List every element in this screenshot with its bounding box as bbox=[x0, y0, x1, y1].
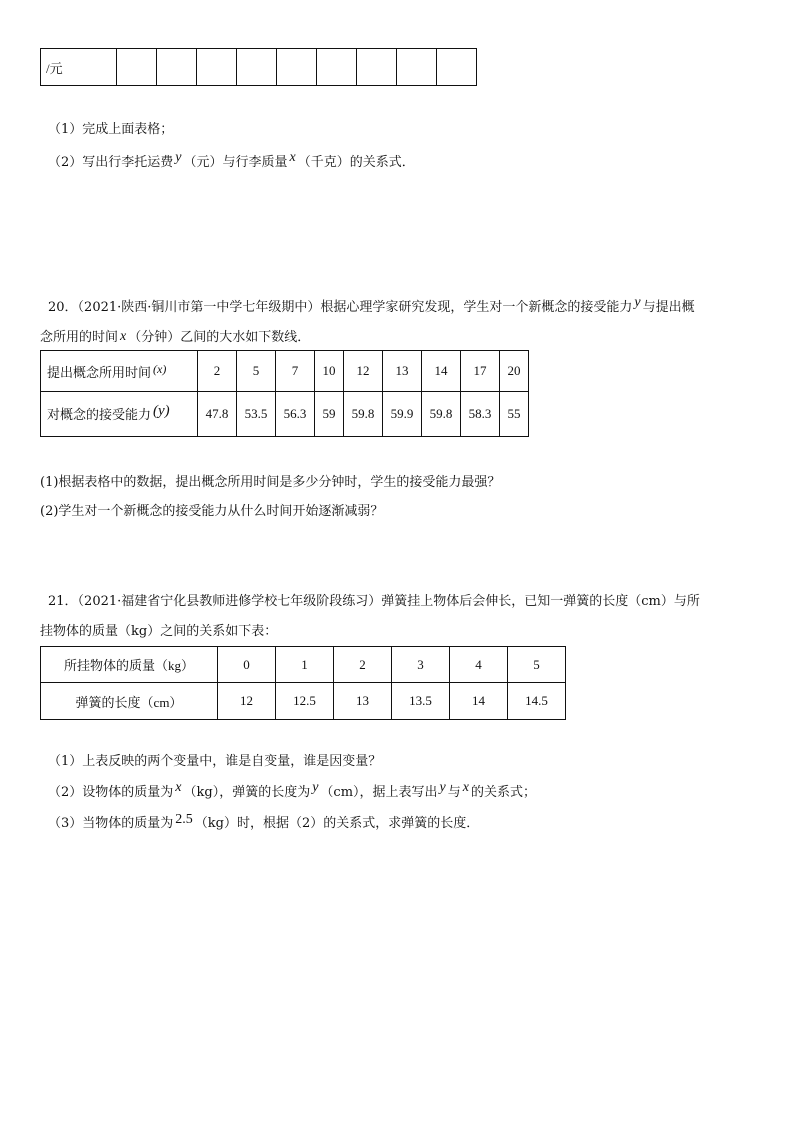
table-row bbox=[41, 683, 566, 720]
table-cell bbox=[277, 49, 317, 86]
q19-part2 bbox=[48, 151, 415, 171]
table-cell bbox=[237, 49, 277, 86]
table-cell: 59 bbox=[315, 392, 344, 437]
table-cell: 5 bbox=[237, 351, 276, 392]
table-cell: 1 bbox=[276, 647, 334, 683]
table-row bbox=[41, 647, 566, 683]
q21-part2-a: （2）设物体的质量为 bbox=[48, 785, 174, 800]
row2-label: 对概念的接受能力 bbox=[47, 407, 152, 422]
table-cell: 12.5 bbox=[276, 683, 334, 720]
row1-var: (x) bbox=[153, 361, 167, 376]
q20-line2-pre: 念所用的时间 bbox=[40, 330, 119, 345]
table-cell: 47.8 bbox=[198, 392, 237, 437]
q19-part1: （1）完成上面表格； bbox=[48, 122, 174, 137]
var-x: x bbox=[462, 780, 469, 795]
table-cell: 59.9 bbox=[383, 392, 422, 437]
q20-sub1: (1)根据表格中的数据，提出概念所用时间是多少分钟时，学生的接受能力最强？ bbox=[40, 475, 501, 490]
q21-line2: 挂物体的质量（kg）之间的关系如下表： bbox=[40, 624, 278, 639]
q21-line1: 21．（2021·福建省宁化县教师进修学校七年级阶段练习）弹簧挂上物体后会伸长，已知一弹簧的长度（cm）与所 bbox=[48, 594, 700, 609]
table-cell: 13 bbox=[334, 683, 392, 720]
var-y: y bbox=[439, 780, 446, 795]
table-cell bbox=[397, 49, 437, 86]
table-cell bbox=[117, 49, 157, 86]
table-cell: 14 bbox=[450, 683, 508, 720]
table-cell: 5 bbox=[508, 647, 566, 683]
table-cell: 2 bbox=[334, 647, 392, 683]
row1-label: 提出概念所用时间 bbox=[47, 364, 152, 380]
q21-part2-c: （cm），据上表写出 bbox=[320, 785, 438, 800]
top-table bbox=[40, 48, 477, 86]
row-label-cell: 所挂物体的质量（kg） bbox=[41, 647, 218, 683]
q20-table bbox=[40, 350, 529, 437]
table-cell: 58.3 bbox=[461, 392, 500, 437]
table-cell: 13 bbox=[383, 351, 422, 392]
table-row bbox=[41, 392, 529, 437]
table-cell bbox=[437, 49, 477, 86]
table-cell: 2 bbox=[198, 351, 237, 392]
q20-sub2: (2)学生对一个新概念的接受能力从什么时间开始逐渐减弱？ bbox=[40, 504, 384, 519]
q21-part3-a: （3）当物体的质量为 bbox=[48, 816, 174, 831]
q21-part2-d: 与 bbox=[447, 785, 461, 800]
q21-part3-b: （kg）时，根据（2）的关系式，求弹簧的长度． bbox=[194, 816, 480, 831]
row-label-cell bbox=[41, 392, 198, 437]
mass-value: 2.5 bbox=[175, 812, 193, 827]
table-cell: 14.5 bbox=[508, 683, 566, 720]
table-cell: 12 bbox=[218, 683, 276, 720]
table-cell: 56.3 bbox=[276, 392, 315, 437]
table-cell: 7 bbox=[276, 351, 315, 392]
table-cell: 20 bbox=[500, 351, 529, 392]
table-cell: 4 bbox=[450, 647, 508, 683]
q20-line2 bbox=[40, 326, 310, 346]
table-row bbox=[41, 49, 477, 86]
q20-line1-tail: 与提出概 bbox=[642, 300, 695, 315]
table-cell: 0 bbox=[218, 647, 276, 683]
var-y: y bbox=[175, 150, 182, 165]
table-cell: 17 bbox=[461, 351, 500, 392]
row-label-cell: 弹簧的长度（cm） bbox=[41, 683, 218, 720]
var-x: x bbox=[120, 329, 127, 344]
q21-part1: （1）上表反映的两个变量中，谁是自变量，谁是因变量？ bbox=[48, 754, 382, 769]
q20-line2-post: （分钟）乙间的大水如下数线． bbox=[128, 330, 311, 345]
table-cell: 10 bbox=[315, 351, 344, 392]
q21-table bbox=[40, 646, 566, 720]
table-row bbox=[41, 351, 529, 392]
var-y: y bbox=[312, 780, 319, 795]
q21-part2 bbox=[48, 781, 536, 801]
row-label-cell bbox=[41, 351, 198, 392]
q21-part2-b: （kg），弹簧的长度为 bbox=[183, 785, 311, 800]
table-cell: 13.5 bbox=[392, 683, 450, 720]
table-cell: 59.8 bbox=[422, 392, 461, 437]
q19-part2-mid: （元）与行李质量 bbox=[183, 155, 288, 170]
row2-var: (y) bbox=[153, 403, 170, 419]
table-cell: 55 bbox=[500, 392, 529, 437]
table-cell: 14 bbox=[422, 351, 461, 392]
table-cell bbox=[157, 49, 197, 86]
table-cell bbox=[197, 49, 237, 86]
table-cell: 59.8 bbox=[344, 392, 383, 437]
table-cell: 12 bbox=[344, 351, 383, 392]
var-x: x bbox=[289, 150, 296, 165]
table-cell bbox=[357, 49, 397, 86]
q21-part3 bbox=[48, 812, 479, 832]
var-x: x bbox=[175, 780, 182, 795]
row-label-cell: /元 bbox=[41, 49, 117, 86]
table-cell: 3 bbox=[392, 647, 450, 683]
q20-line1 bbox=[48, 296, 695, 316]
q21-part2-e: 的关系式； bbox=[470, 785, 536, 800]
var-y: y bbox=[634, 295, 641, 310]
q19-part2-pre: （2）写出行李托运费 bbox=[48, 155, 174, 170]
table-cell: 53.5 bbox=[237, 392, 276, 437]
q20-line1-text: 20．（2021·陕西·铜川市第一中学七年级期中）根据心理学家研究发现，学生对一个新概念的接受能力 bbox=[48, 300, 633, 315]
q19-part2-post: （千克）的关系式． bbox=[297, 155, 415, 170]
table-cell bbox=[317, 49, 357, 86]
